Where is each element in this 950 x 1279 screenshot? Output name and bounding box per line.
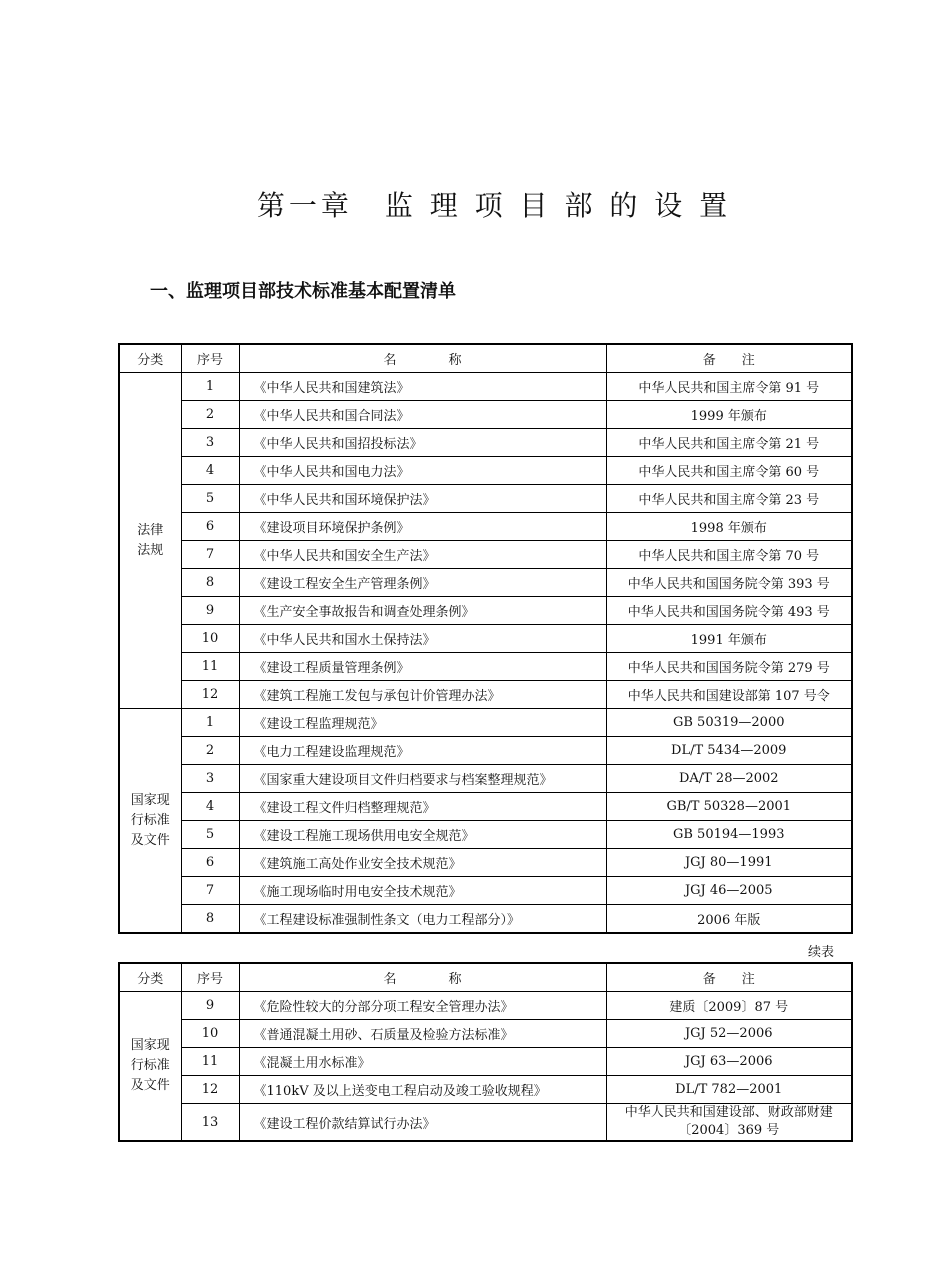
row-number: 7 [181, 541, 239, 569]
document-name: 《普通混凝土用砂、石质量及检验方法标准》 [239, 1020, 606, 1048]
document-name: 《建设工程监理规范》 [239, 709, 606, 737]
table-header-row [119, 344, 852, 373]
table-row [119, 373, 852, 401]
row-number: 11 [181, 1048, 239, 1076]
document-name: 《建筑工程施工发包与承包计价管理办法》 [239, 681, 606, 709]
document-note: DA/T 28—2002 [606, 765, 852, 793]
standards-table-continued [118, 962, 853, 1142]
document-note: 中华人民共和国国务院令第 493 号 [606, 597, 852, 625]
header-category: 分类 [119, 963, 181, 992]
table-header-row [119, 963, 852, 992]
document-note: 2006 年版 [606, 905, 852, 934]
document-note: JGJ 52—2006 [606, 1020, 852, 1048]
row-number: 1 [181, 373, 239, 401]
table-row [119, 541, 852, 569]
header-number: 序号 [181, 963, 239, 992]
document-note: GB 50319—2000 [606, 709, 852, 737]
table-row [119, 681, 852, 709]
table-row [119, 569, 852, 597]
document-name: 《建设工程价款结算试行办法》 [239, 1104, 606, 1142]
table-row [119, 877, 852, 905]
row-number: 1 [181, 709, 239, 737]
document-note: JGJ 46—2005 [606, 877, 852, 905]
document-name: 《建设项目环境保护条例》 [239, 513, 606, 541]
row-number: 2 [181, 737, 239, 765]
chapter-title: 第一章 监 理 项 目 部 的 设 置 [256, 189, 732, 222]
table-row [119, 1048, 852, 1076]
header-number: 序号 [181, 344, 239, 373]
row-number: 9 [181, 992, 239, 1020]
table-row [119, 737, 852, 765]
table-row [119, 485, 852, 513]
row-number: 4 [181, 457, 239, 485]
document-note: 中华人民共和国国务院令第 279 号 [606, 653, 852, 681]
document-note: 中华人民共和国主席令第 91 号 [606, 373, 852, 401]
row-number: 3 [181, 429, 239, 457]
document-note: 中华人民共和国主席令第 60 号 [606, 457, 852, 485]
document-name: 《中华人民共和国水土保持法》 [239, 625, 606, 653]
document-name: 《生产安全事故报告和调查处理条例》 [239, 597, 606, 625]
row-number: 5 [181, 821, 239, 849]
document-note: GB/T 50328—2001 [606, 793, 852, 821]
table-row [119, 429, 852, 457]
table-row [119, 793, 852, 821]
document-name: 《建设工程安全生产管理条例》 [239, 569, 606, 597]
table-row [119, 457, 852, 485]
table-row [119, 1020, 852, 1048]
standards-table [118, 343, 853, 934]
document-name: 《施工现场临时用电安全技术规范》 [239, 877, 606, 905]
category-cell: 国家现 行标准 及文件 [119, 992, 181, 1142]
row-number: 6 [181, 513, 239, 541]
table-row [119, 905, 852, 934]
document-name: 《中华人民共和国合同法》 [239, 401, 606, 429]
document-note [606, 1104, 852, 1142]
row-number: 12 [181, 1076, 239, 1104]
row-number: 5 [181, 485, 239, 513]
document-note: 1998 年颁布 [606, 513, 852, 541]
document-note: 中华人民共和国建设部第 107 号令 [606, 681, 852, 709]
table-row [119, 765, 852, 793]
row-number: 7 [181, 877, 239, 905]
document-name: 《中华人民共和国建筑法》 [239, 373, 606, 401]
document-note: 中华人民共和国主席令第 70 号 [606, 541, 852, 569]
document-note: DL/T 5434—2009 [606, 737, 852, 765]
table-row [119, 597, 852, 625]
document-name: 《危险性较大的分部分项工程安全管理办法》 [239, 992, 606, 1020]
document-note: 中华人民共和国主席令第 23 号 [606, 485, 852, 513]
document-name: 《110kV 及以上送变电工程启动及竣工验收规程》 [239, 1076, 606, 1104]
document-note: 1991 年颁布 [606, 625, 852, 653]
table-row [119, 992, 852, 1020]
section-title: 一、监理项目部技术标准基本配置清单 [150, 281, 456, 302]
table-row [119, 625, 852, 653]
table-row [119, 821, 852, 849]
table-row [119, 513, 852, 541]
document-note: 中华人民共和国主席令第 21 号 [606, 429, 852, 457]
document-name: 《中华人民共和国招投标法》 [239, 429, 606, 457]
document-name: 《建设工程文件归档整理规范》 [239, 793, 606, 821]
row-number: 6 [181, 849, 239, 877]
document-note: JGJ 80—1991 [606, 849, 852, 877]
row-number: 2 [181, 401, 239, 429]
note-line: 中华人民共和国建设部、财政部财建 [624, 1105, 833, 1120]
category-cell: 法律 法规 [119, 373, 181, 709]
row-number: 11 [181, 653, 239, 681]
table-row [119, 1076, 852, 1104]
table-row [119, 709, 852, 737]
document-note: 1999 年颁布 [606, 401, 852, 429]
document-name: 《混凝土用水标准》 [239, 1048, 606, 1076]
document-name: 《电力工程建设监理规范》 [239, 737, 606, 765]
row-number: 12 [181, 681, 239, 709]
row-number: 4 [181, 793, 239, 821]
row-number: 13 [181, 1104, 239, 1142]
document-note: 中华人民共和国国务院令第 393 号 [606, 569, 852, 597]
header-note: 备 注 [606, 963, 852, 992]
document-name: 《中华人民共和国环境保护法》 [239, 485, 606, 513]
row-number: 10 [181, 1020, 239, 1048]
document-name: 《工程建设标准强制性条文（电力工程部分）》 [239, 905, 606, 934]
note-line: 〔2004〕369 号 [678, 1123, 780, 1138]
document-name: 《建设工程施工现场供用电安全规范》 [239, 821, 606, 849]
header-category: 分类 [119, 344, 181, 373]
continued-label: 续表 [808, 945, 835, 960]
header-name: 名 称 [239, 963, 606, 992]
header-name: 名 称 [239, 344, 606, 373]
document-note: DL/T 782—2001 [606, 1076, 852, 1104]
table-row [119, 401, 852, 429]
row-number: 8 [181, 569, 239, 597]
row-number: 9 [181, 597, 239, 625]
document-name: 《中华人民共和国电力法》 [239, 457, 606, 485]
row-number: 10 [181, 625, 239, 653]
table-row [119, 1104, 852, 1142]
table-row [119, 653, 852, 681]
category-cell: 国家现 行标准 及文件 [119, 709, 181, 934]
row-number: 3 [181, 765, 239, 793]
document-name: 《建设工程质量管理条例》 [239, 653, 606, 681]
document-name: 《中华人民共和国安全生产法》 [239, 541, 606, 569]
header-note: 备 注 [606, 344, 852, 373]
document-note: JGJ 63—2006 [606, 1048, 852, 1076]
document-name: 《国家重大建设项目文件归档要求与档案整理规范》 [239, 765, 606, 793]
document-note: 建质〔2009〕87 号 [606, 992, 852, 1020]
table-row [119, 849, 852, 877]
document-note: GB 50194—1993 [606, 821, 852, 849]
row-number: 8 [181, 905, 239, 934]
document-name: 《建筑施工高处作业安全技术规范》 [239, 849, 606, 877]
